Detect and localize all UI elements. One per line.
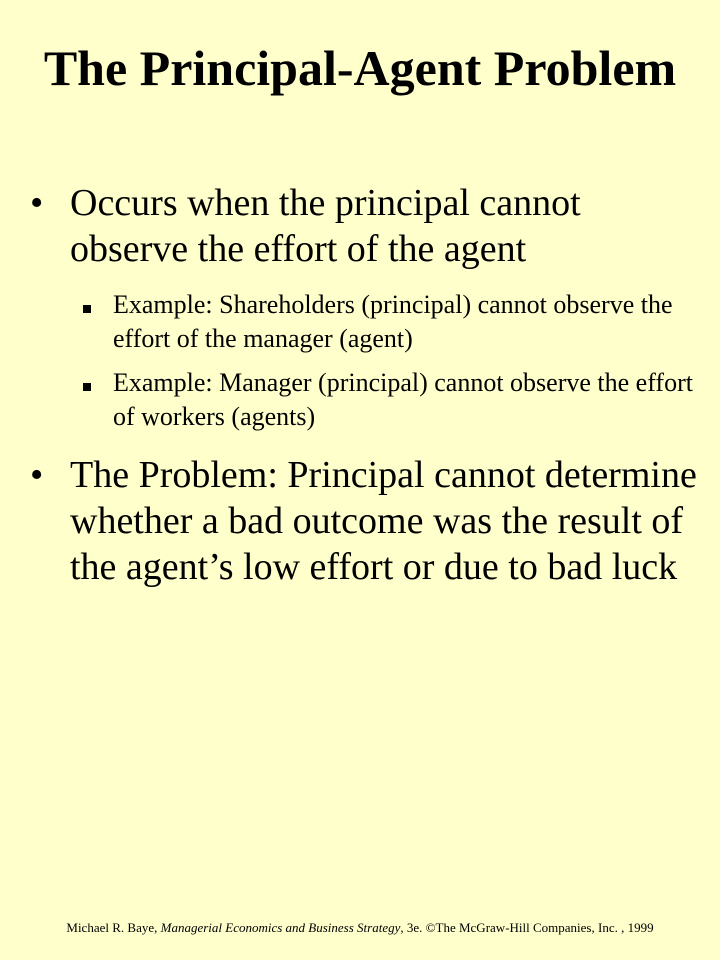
- sub-bullet-text: Example: Shareholders (principal) cannot observe the effort of the manager (agent): [113, 290, 673, 353]
- bullet-item: [0, 452, 720, 590]
- sub-bullet-text: Example: Manager (principal) cannot observe the effort of workers (agents): [113, 368, 693, 431]
- square-bullet-icon: [83, 305, 91, 313]
- bullet-dot: •: [30, 182, 44, 224]
- square-bullet-icon: [83, 383, 91, 391]
- footer-book-title: Managerial Economics and Business Strategy: [160, 920, 401, 935]
- sub-bullet-item: [0, 288, 720, 356]
- bullet-text: The Problem: Principal cannot determine whether a bad outcome was the result of the agent’s low effort or due to bad luck: [70, 454, 697, 588]
- bullet-item: [0, 180, 720, 272]
- footer-author: Michael R. Baye,: [66, 920, 161, 935]
- slide-title: The Principal-Agent Problem: [43, 40, 677, 96]
- sub-bullet-item: [0, 366, 720, 434]
- footer-citation: [0, 918, 720, 938]
- bullet-list: [0, 180, 720, 590]
- bullet-text: Occurs when the principal cannot observe the effort of the agent: [70, 182, 581, 270]
- bullet-dot: •: [30, 454, 44, 496]
- footer-publisher: , 3e. ©The McGraw-Hill Companies, Inc. , 1999: [400, 920, 654, 935]
